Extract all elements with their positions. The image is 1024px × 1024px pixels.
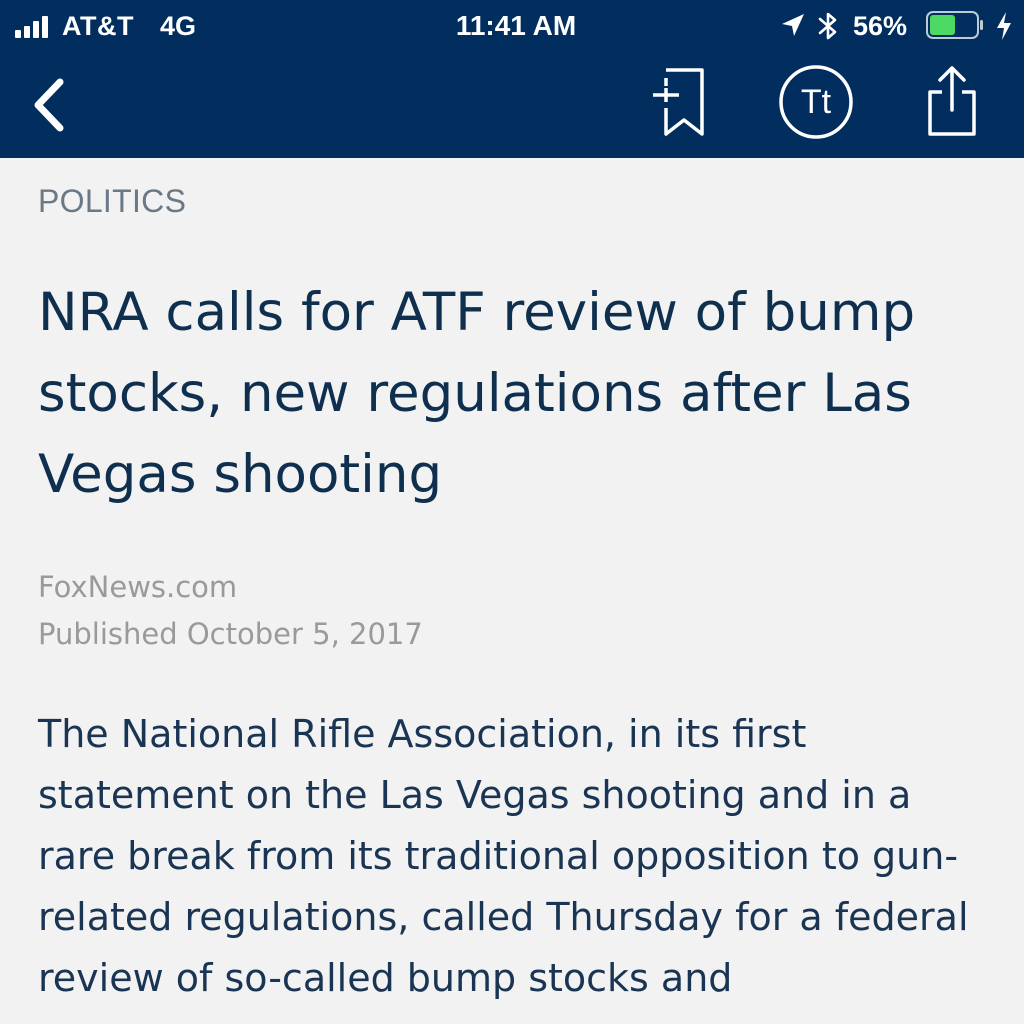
- charging-bolt-icon: [994, 11, 1014, 41]
- status-bar: [0, 0, 1024, 52]
- bluetooth-icon: [816, 10, 840, 42]
- share-button[interactable]: [920, 62, 982, 140]
- article-body: The National Rifle Association, in its first statement on the Las Vegas shooting and in a rare break from its traditional opposition to gun-related regulations, called Thursday for a federal review of so-called bump stocks and: [38, 712, 969, 1000]
- back-button[interactable]: [24, 72, 76, 138]
- top-bar: [0, 0, 1024, 158]
- location-arrow-icon: [780, 12, 806, 38]
- section-label[interactable]: POLITICS: [38, 183, 187, 219]
- text-size-label: Tt: [800, 83, 832, 121]
- article-publish-date: Published October 5, 2017: [38, 617, 423, 651]
- text-size-button[interactable]: [776, 64, 856, 140]
- battery-percent: 56%: [853, 11, 908, 41]
- add-bookmark-icon: [648, 64, 710, 140]
- chevron-left-icon: [24, 72, 76, 138]
- battery-icon: [926, 11, 984, 39]
- add-bookmark-button[interactable]: [648, 64, 710, 140]
- carrier-name: AT&T: [62, 11, 134, 41]
- article-headline: NRA calls for ATF review of bump stocks, new regulations after Las Vegas shooting: [38, 282, 916, 505]
- share-icon: [920, 62, 982, 140]
- status-time: 11:41 AM: [455, 10, 577, 41]
- network-type: 4G: [160, 11, 197, 41]
- article-source: FoxNews.com: [38, 570, 238, 604]
